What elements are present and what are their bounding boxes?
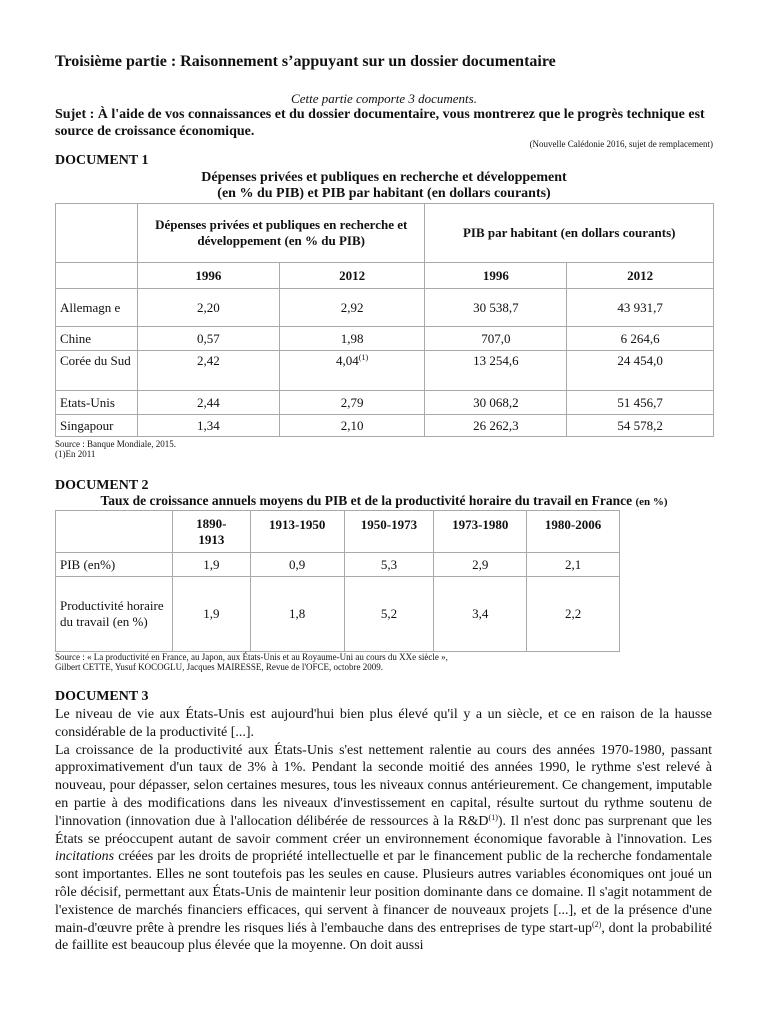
rd-2012-value — [279, 351, 425, 391]
subject-statement: Sujet : À l'aide de vos connaissances et du dossier documentaire, vous montrerez que le progrès technique est source de croissance économique. — [55, 107, 705, 139]
doc1-col-rd: Dépenses privées et publiques en recherche et développement (en % du PIB) — [137, 204, 425, 263]
rd-1996-value: 2,42 — [137, 351, 279, 391]
doc3-emphasis: incitations — [55, 849, 115, 865]
doc2-table — [55, 510, 620, 652]
gdp-growth-value: 0,9 — [250, 553, 344, 577]
doc1-year: 1996 — [137, 263, 279, 289]
doc1-col-gdp: PIB par habitant (en dollars courants) — [425, 204, 714, 263]
gdp-2012-value: 24 454,0 — [567, 351, 714, 391]
doc1-footnote: (1)En 2011 — [55, 449, 96, 459]
rd-2012-value: 1,98 — [279, 327, 425, 351]
doc2-period: 1890-1913 — [172, 511, 250, 553]
doc1-title-line2: (en % du PIB) et PIB par habitant (en dollars courants) — [217, 186, 551, 201]
rd-1996-value: 1,34 — [137, 415, 279, 437]
doc1-corner-cell — [56, 204, 138, 263]
productivity-growth-value: 3,4 — [434, 577, 527, 652]
doc2-heading: DOCUMENT 2 — [55, 478, 149, 493]
doc3-text-segment: , dont la probabilité de faillite est beaucoup plus élevée que la moyenne. On doit aussi — [55, 920, 712, 954]
table-row — [56, 577, 620, 652]
doc2-period: 1980-2006 — [527, 511, 620, 553]
gdp-1996-value: 707,0 — [425, 327, 567, 351]
doc2-period: 1913-1950 — [250, 511, 344, 553]
gdp-growth-value: 2,1 — [527, 553, 620, 577]
gdp-2012-value: 43 931,7 — [567, 289, 714, 327]
gdp-2012-value: 54 578,2 — [567, 415, 714, 437]
gdp-growth-value: 2,9 — [434, 553, 527, 577]
exam-reference: (Nouvelle Calédonie 2016, sujet de remplacement) — [529, 139, 713, 149]
country-label: Allemagn e — [56, 289, 138, 327]
table-row — [56, 327, 714, 351]
doc2-title-unit: (en %) — [635, 496, 668, 508]
gdp-2012-value: 6 264,6 — [567, 327, 714, 351]
productivity-growth-value: 5,2 — [344, 577, 434, 652]
productivity-growth-value: 2,2 — [527, 577, 620, 652]
gdp-1996-value: 30 068,2 — [425, 391, 567, 415]
country-label: Corée du Sud — [56, 351, 138, 391]
gdp-1996-value: 26 262,3 — [425, 415, 567, 437]
page-title: Troisième partie : Raisonnement s’appuyant sur un dossier documentaire — [55, 53, 556, 70]
table-row — [56, 351, 714, 391]
row-label: Productivité horaire du travail (en %) — [56, 577, 173, 652]
rd-1996-value: 2,44 — [137, 391, 279, 415]
rd-2012-value: 2,79 — [279, 391, 425, 415]
doc3-paragraph-2 — [55, 742, 712, 956]
doc2-period: 1973-1980 — [434, 511, 527, 553]
rd-1996-value: 2,20 — [137, 289, 279, 327]
row-label: PIB (en%) — [56, 553, 173, 577]
doc3-text — [55, 706, 712, 955]
gdp-1996-value: 30 538,7 — [425, 289, 567, 327]
doc2-source-line2: Gilbert CETTE, Yusuf KOCOGLU, Jacques MAIRESSE, Revue de l'OFCE, octobre 2009. — [55, 662, 383, 672]
rd-2012-value: 2,92 — [279, 289, 425, 327]
table-row — [56, 289, 714, 327]
gdp-2012-value: 51 456,7 — [567, 391, 714, 415]
doc3-heading: DOCUMENT 3 — [55, 689, 149, 704]
table-row — [56, 391, 714, 415]
doc1-title-line1: Dépenses privées et publiques en recherche et développement — [201, 170, 567, 185]
country-label: Singapour — [56, 415, 138, 437]
footnote-marker: (1) — [358, 353, 369, 362]
doc3-paragraph-1: Le niveau de vie aux États-Unis est aujourd'hui bien plus élevé qu'il y a un siècle, et ce en raison de la hausse considérable de la productivité [...]. — [55, 707, 712, 740]
doc1-year: 2012 — [567, 263, 714, 289]
doc3-text-segment: créées par les droits de propriété intellectuelle et par le financement public de la recherche fondamentale sont importantes. Elles ne sont toutefois pas les seules en cause. Plusieurs autres variables économiques ont joué un rôle décisif, permettant aux États-Unis de maintenir leur position dominante dans ce domaine. Il s'agit notamment de l'existence de marchés financiers efficaces, qui servent à financer de nouveaux projets [...], et de la présence d'une main-d'œuvre prête à prendre les risques liés à l'embauche dans des entreprises de type start-up — [55, 849, 712, 936]
doc1-heading: DOCUMENT 1 — [55, 153, 149, 168]
footnote-marker: (1) — [488, 812, 498, 822]
doc1-year-corner — [56, 263, 138, 289]
gdp-1996-value: 13 254,6 — [425, 351, 567, 391]
doc2-title — [0, 493, 768, 509]
gdp-growth-value: 5,3 — [344, 553, 434, 577]
doc3-text-segment: La croissance de la productivité aux États-Unis s'est nettement ralentie au cours des années 1970-1980, passant approximativement d'un taux de 3% à 1%. Pendant la seconde moitié des années 1990, le rythme s'est relevé à nouveau, pour dépasser, selon certaines mesures, tous les niveaux connus antérieurement. Ce changement, imputable en partie à des modifications dans les niveaux d'investissement en capital, résulte surtout du rythme soutenu de l'innovation (innovation due à l'allocation délibérée de ressources à la R&D — [55, 742, 712, 829]
doc2-corner-cell — [56, 511, 173, 553]
country-label: Etats-Unis — [56, 391, 138, 415]
productivity-growth-value: 1,9 — [172, 577, 250, 652]
productivity-growth-value: 1,8 — [250, 577, 344, 652]
doc3-text-segment: ). Il n'est donc pas surprenant que les États se préoccupent autant de savoir comment créer un environnement économique favorable à l'innovation. Les — [55, 813, 712, 847]
doc1-table — [55, 203, 714, 437]
doc1-year: 2012 — [279, 263, 425, 289]
table-row — [56, 415, 714, 437]
rd-1996-value: 0,57 — [137, 327, 279, 351]
gdp-growth-value: 1,9 — [172, 553, 250, 577]
doc2-period: 1950-1973 — [344, 511, 434, 553]
rd-2012-value: 2,10 — [279, 415, 425, 437]
footnote-marker: (2) — [591, 919, 602, 929]
country-label: Chine — [56, 327, 138, 351]
table-row — [56, 553, 620, 577]
doc2-source-line1: Source : « La productivité en France, au Japon, aux États-Unis et au Royaume-Uni au cours du XXe siècle », — [55, 652, 448, 662]
doc1-source: Source : Banque Mondiale, 2015. — [55, 439, 176, 449]
part-note: Cette partie comporte 3 documents. — [291, 91, 477, 106]
doc2-title-text: Taux de croissance annuels moyens du PIB et de la productivité horaire du travail en France — [100, 493, 633, 508]
doc1-year: 1996 — [425, 263, 567, 289]
rd-2012-number: 4,04 — [336, 353, 359, 368]
